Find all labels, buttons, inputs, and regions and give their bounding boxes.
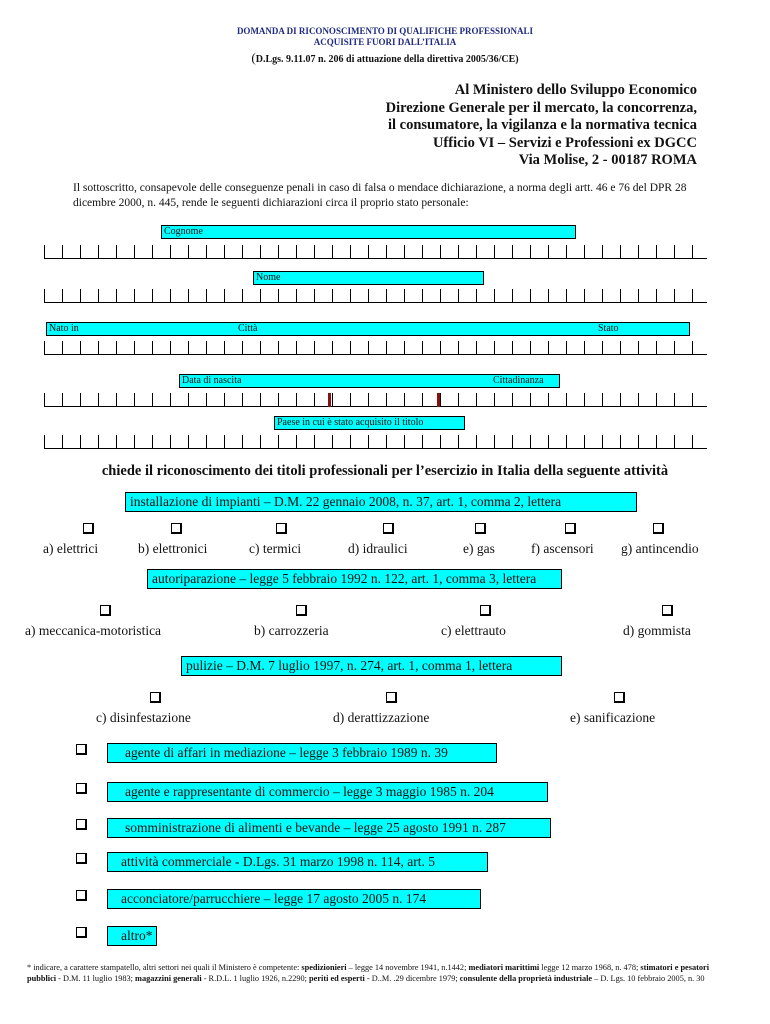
nato-in-label: Nato in <box>49 323 79 334</box>
activity-label: somministrazione di alimenti e bevande – legge 25 agosto 1991 n. 287 <box>125 820 506 835</box>
activity-agente-rappresentante <box>107 782 548 802</box>
footnote-text: - D.M. 11 luglio 1983; <box>56 974 136 983</box>
recipient-address <box>277 82 697 170</box>
option-label: b) elettronici <box>138 541 208 556</box>
checkbox-sanificazione[interactable] <box>614 692 625 703</box>
paese-label: Paese in cui è stato acquisito il titolo <box>274 416 465 430</box>
checkbox-altro[interactable] <box>76 927 87 938</box>
request-title: chiede il riconoscimento dei titoli professionali per l’esercizio in Italia della seguente attività <box>101 463 669 479</box>
checkbox-idraulici[interactable] <box>383 523 394 534</box>
option-label: c) disinfestazione <box>96 710 191 725</box>
checkbox-termici[interactable] <box>276 523 287 534</box>
option-label: a) elettrici <box>43 541 99 556</box>
checkbox-acconciatore[interactable] <box>76 890 87 901</box>
footnote-text: - R.D.L. 1 luglio 1926, n.2290; <box>201 974 310 983</box>
option-label: c) elettrauto <box>441 623 506 638</box>
form-header-line2: ACQUISITE FUORI DALL’ITALIA <box>313 37 457 47</box>
option-label: b) carrozzeria <box>254 623 329 638</box>
checkbox-elettronici[interactable] <box>171 523 182 534</box>
footnote-text: * indicare, a carattere stampatello, altri settori nei quali il Ministero è competente: <box>27 963 302 972</box>
data-nascita-label: Data di nascita <box>182 375 242 386</box>
footnote-bold: mediatori marittimi <box>468 963 540 972</box>
activity-somministrazione <box>107 818 551 838</box>
address-line: Ufficio VI – Servizi e Professioni ex DGCC <box>432 134 697 151</box>
checkbox-meccanica[interactable] <box>100 605 111 616</box>
footnote-bold: periti ed esperti <box>309 974 365 983</box>
option-label: e) gas <box>463 541 495 556</box>
intro-statement: Il sottoscritto, consapevole delle conseguenze penali in caso di falsa o mendace dichiarazione, a norma degli artt. 46 e 76 del DPR 28 dicembre 2000, n. 445, rende le seguenti dichiarazioni circa il proprio stato personale: <box>73 182 687 209</box>
activity-label: agente e rappresentante di commercio – legge 3 maggio 1985 n. 204 <box>125 784 494 799</box>
checkbox-elettrici[interactable] <box>83 523 94 534</box>
option-label: d) idraulici <box>348 541 408 556</box>
checkbox-derattizzazione[interactable] <box>386 692 397 703</box>
checkbox-elettrauto[interactable] <box>480 605 491 616</box>
section-installazione-title: installazione di impianti – D.M. 22 gennaio 2008, n. 37, art. 1, comma 2, lettera <box>125 492 637 512</box>
checkbox-agente-rappresentante[interactable] <box>76 783 87 794</box>
footnote-text: – legge 14 novembre 1941, n.1442; <box>346 963 469 972</box>
checkbox-gommista[interactable] <box>662 605 673 616</box>
birthdate-input[interactable] <box>44 393 707 407</box>
birthplace-label-bar <box>46 322 690 336</box>
form-header-line1: DOMANDA DI RICONOSCIMENTO DI QUALIFICHE PROFESSIONALI <box>236 26 534 36</box>
option-label: g) antincendio <box>621 541 699 556</box>
form-subtitle <box>0 50 770 66</box>
footnote-bold: stimatori e pesatori pubblici <box>27 963 710 983</box>
option-label: c) termici <box>249 541 302 556</box>
footnote-bold: magazzini generali <box>135 974 202 983</box>
citizenship-separator-mark <box>437 393 440 407</box>
checkbox-agente-affari[interactable] <box>76 744 87 755</box>
option-label: a) meccanica-motoristica <box>25 623 162 638</box>
cognome-input[interactable] <box>44 245 707 259</box>
footnote-bold: spedizionieri <box>301 963 347 972</box>
option-label: e) sanificazione <box>570 710 656 725</box>
checkbox-ascensori[interactable] <box>565 523 576 534</box>
address-line: Via Molise, 2 - 00187 ROMA <box>518 152 697 168</box>
address-line: il consumatore, la vigilanza e la normativa tecnica <box>387 117 697 133</box>
nome-label: Nome <box>253 271 484 285</box>
checkbox-attivita-commerciale[interactable] <box>76 853 87 864</box>
option-label: d) derattizzazione <box>333 710 430 725</box>
paese-input[interactable] <box>44 435 707 449</box>
subtitle-paren: ( <box>251 50 256 65</box>
activity-label: altro* <box>121 928 153 943</box>
stato-label: Stato <box>598 323 619 334</box>
activity-label: attività commerciale - D.Lgs. 31 marzo 1998 n. 114, art. 5 <box>121 854 436 869</box>
checkbox-antincendio[interactable] <box>653 523 664 534</box>
date-separator-mark <box>328 393 331 407</box>
footnote-text: legge 12 marzo 1968, n. 478; <box>539 963 641 972</box>
address-line: Al Ministero dello Sviluppo Economico <box>454 82 697 98</box>
option-label: d) gommista <box>623 623 691 638</box>
birthplace-input[interactable] <box>44 341 707 355</box>
subtitle-text: D.Lgs. 9.11.07 n. 206 di attuazione della direttiva 2005/36/CE) <box>255 54 519 65</box>
checkbox-gas[interactable] <box>475 523 486 534</box>
cognome-label: Cognome <box>161 225 576 239</box>
checkbox-disinfestazione[interactable] <box>150 692 161 703</box>
citta-label: Città <box>238 323 258 334</box>
section-pulizie-title: pulizie – D.M. 7 luglio 1997, n. 274, art. 1, comma 1, lettera <box>181 656 562 676</box>
option-label: f) ascensori <box>531 541 594 556</box>
activity-acconciatore <box>107 889 481 909</box>
checkbox-carrozzeria[interactable] <box>296 605 307 616</box>
footnote-bold: consulente della proprietà industriale <box>459 974 593 983</box>
cittadinanza-label: Cittadinanza <box>493 375 544 386</box>
activity-attivita-commerciale <box>107 852 488 872</box>
birthdate-label-bar <box>179 374 560 388</box>
footnote <box>27 962 727 984</box>
nome-input[interactable] <box>44 289 707 303</box>
activity-altro <box>107 926 157 946</box>
activity-label: acconciatore/parrucchiere – legge 17 agosto 2005 n. 174 <box>121 891 427 906</box>
footnote-text: – D. Lgs. 10 febbraio 2005, n. 30 <box>592 974 705 983</box>
activity-agente-affari <box>107 743 497 763</box>
footnote-text: - D..M. .29 dicembre 1979; <box>364 974 460 983</box>
section-autoriparazione-title: autoriparazione – legge 5 febbraio 1992 n. 122, art. 1, comma 3, lettera <box>147 569 562 589</box>
activity-label: agente di affari in mediazione – legge 3 febbraio 1989 n. 39 <box>125 745 448 760</box>
address-line: Direzione Generale per il mercato, la concorrenza, <box>385 99 697 116</box>
checkbox-somministrazione[interactable] <box>76 819 87 830</box>
